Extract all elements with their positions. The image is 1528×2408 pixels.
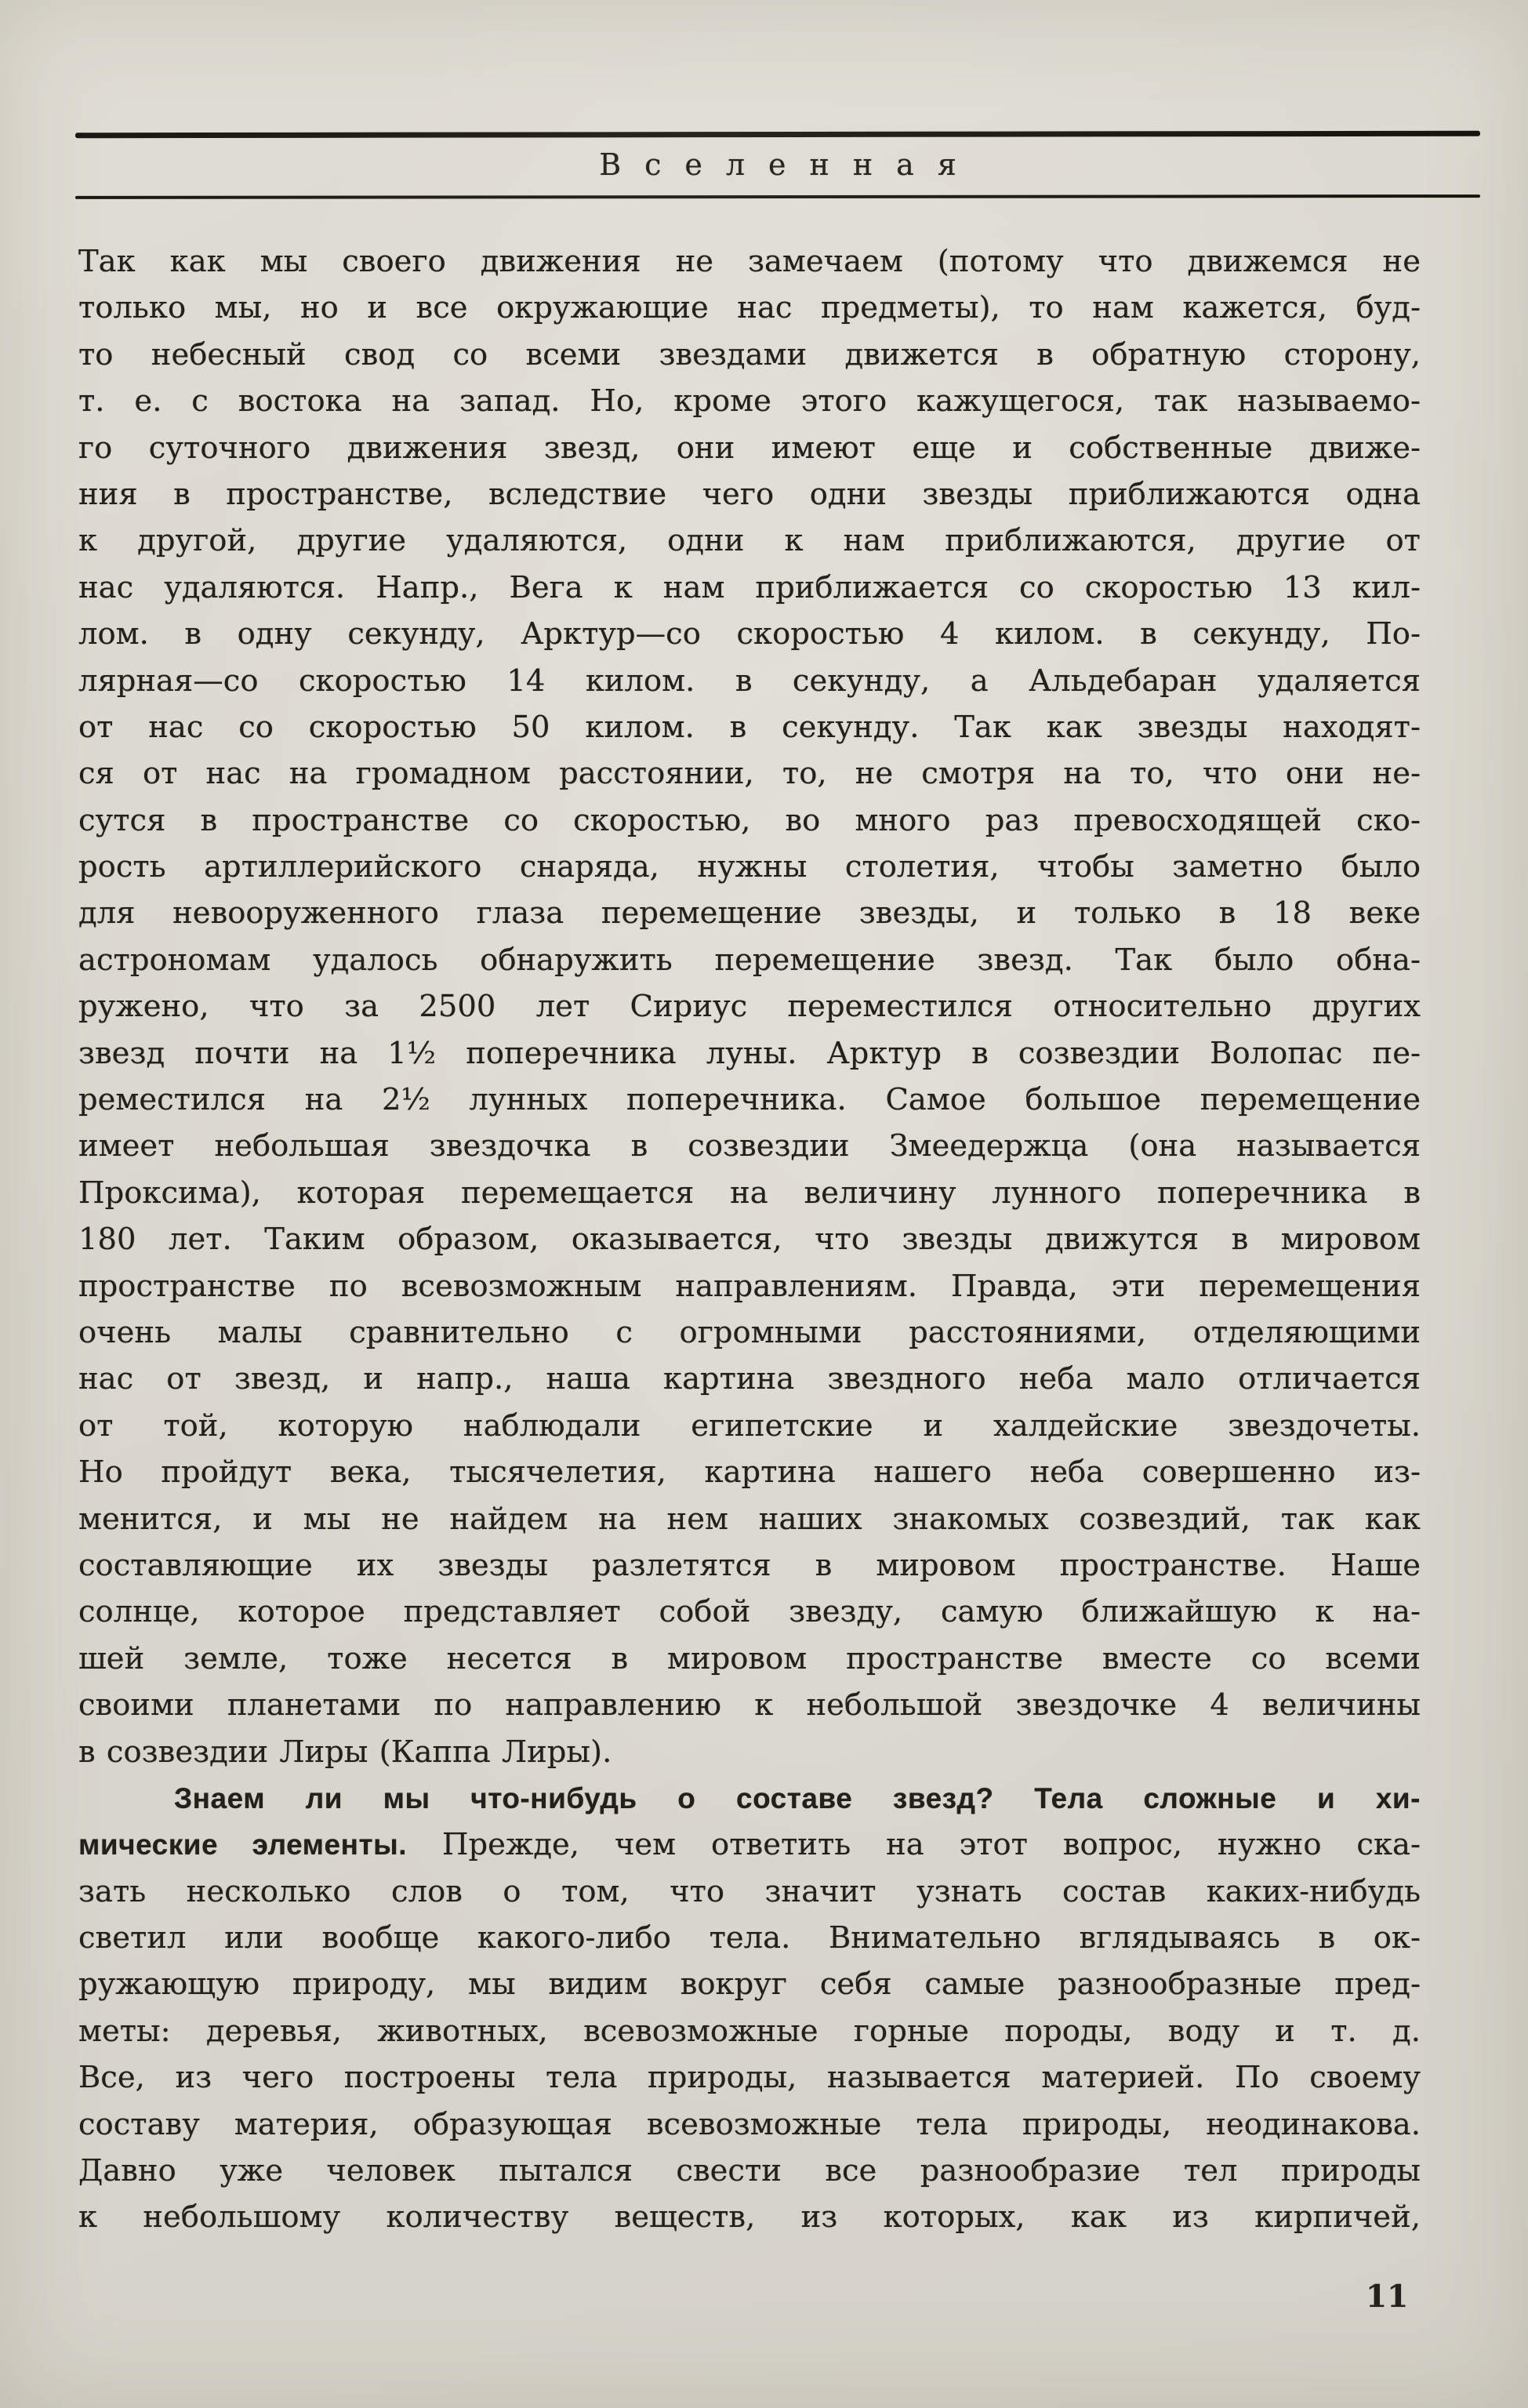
- text-run: Так как мы своего движения не замечаем (потому что движемся не: [78, 244, 1421, 279]
- text-line: [78, 1636, 1421, 1682]
- text-line: [78, 2148, 1421, 2194]
- text-line: [78, 937, 1421, 983]
- text-run: ся от нас на громадном расстоянии, то, не смотря на то, что они не-: [78, 756, 1421, 792]
- text-run: к другой, другие удаляются, одни к нам приближаются, другие от: [78, 523, 1421, 559]
- text-line: [78, 1449, 1421, 1495]
- text-line: [78, 704, 1421, 750]
- text-line: [78, 332, 1421, 378]
- text-run: ружено, что за 2500 лет Сириус переместился относительно других: [78, 989, 1421, 1025]
- text-run: менится, и мы не найдем на нем наших знакомых созвездий, так как: [78, 1501, 1421, 1537]
- text-line: [78, 1729, 1421, 1775]
- header-rule-top: [75, 131, 1480, 139]
- bold-text-run: мические элементы.: [78, 1829, 407, 1861]
- text-line: [78, 797, 1421, 844]
- text-line: [78, 1356, 1421, 1402]
- text-run: имеет небольшая звездочка в созвездии Змеедержца (она называется: [78, 1128, 1421, 1164]
- text-line: [78, 1915, 1421, 1961]
- text-line: [78, 2054, 1421, 2101]
- text-line: [78, 1403, 1421, 1449]
- text-run: Проксима), которая перемещается на величину лунного поперечника в: [78, 1175, 1421, 1211]
- text-line: [78, 1682, 1421, 1728]
- text-run: астрономам удалось обнаружить перемещение звезд. Так было обна-: [78, 942, 1421, 978]
- text-line: [78, 518, 1421, 564]
- text-line: [78, 1170, 1421, 1216]
- text-line: [78, 285, 1421, 331]
- text-run: лярная—со скоростью 14 килом. в секунду, а Альдебаран удаляется: [78, 663, 1421, 699]
- text-run: Но пройдут века, тысячелетия, картина нашего неба совершенно из-: [78, 1455, 1421, 1491]
- text-line: [78, 1589, 1421, 1635]
- text-run: для невооруженного глаза перемещение звезды, и только в 18 веке: [78, 895, 1421, 932]
- text-line: [78, 658, 1421, 704]
- text-line: [78, 1216, 1421, 1262]
- text-line: [78, 611, 1421, 657]
- text-run: рость артиллерийского снаряда, нужны столетия, чтобы заметно было: [78, 849, 1421, 885]
- text-run: составу материя, образующая всевозможные тела природы, неодинакова.: [78, 2106, 1421, 2142]
- text-run: очень малы сравнительно с огромными расстояниями, отделяющими: [78, 1314, 1421, 1350]
- text-line: [78, 2101, 1421, 2148]
- text-run: в созвездии Лиры (Каппа Лиры).: [78, 1734, 612, 1770]
- text-run: го суточного движения звезд, они имеют еще и собственные движе-: [78, 430, 1421, 466]
- body-text: [78, 238, 1421, 2241]
- text-run: реместился на 2½ лунных поперечника. Самое большое перемещение: [78, 1082, 1421, 1118]
- text-line: [78, 890, 1421, 936]
- text-run: солнце, которое представляет собой звезду, самую ближайшую к на-: [78, 1594, 1421, 1630]
- text-run: Давно уже человек пытался свести все разнообразие тел природы: [78, 2153, 1421, 2189]
- text-line: [78, 1775, 1421, 1821]
- text-line: [78, 425, 1421, 471]
- text-run: только мы, но и все окружающие нас предметы), то нам кажется, буд-: [78, 290, 1421, 326]
- text-line: [78, 2008, 1421, 2054]
- text-run: ния в пространстве, вследствие чего одни звезды приближаются одна: [78, 476, 1421, 512]
- text-line: [78, 844, 1421, 890]
- text-run: шей земле, тоже несется в мировом пространстве вместе со всеми: [78, 1640, 1421, 1676]
- text-line: [78, 1123, 1421, 1169]
- text-line: [78, 565, 1421, 611]
- text-run: меты: деревья, животных, всевозможные горные породы, воду и т. д.: [78, 2013, 1421, 2049]
- text-line: [78, 1030, 1421, 1077]
- text-run: пространстве по всевозможным направлениям. Правда, эти перемещения: [78, 1268, 1421, 1304]
- text-line: [78, 378, 1421, 424]
- text-run: сутся в пространстве со скоростью, во много раз превосходящей ско-: [78, 802, 1421, 838]
- text-run: от той, которую наблюдали египетские и халдейские звездочеты.: [78, 1407, 1421, 1444]
- text-line: [78, 1309, 1421, 1356]
- text-run: то небесный свод со всеми звездами движется в обратную сторону,: [78, 336, 1421, 372]
- text-run: к небольшому количеству веществ, из которых, как из кирпичей,: [78, 2199, 1421, 2235]
- text-run: Прежде, чем ответить на этот вопрос, нужно ска-: [406, 1827, 1421, 1863]
- page-header-title: Вселенная: [599, 147, 980, 182]
- text-run: от нас со скоростью 50 килом. в секунду. Так как звезды находят-: [78, 709, 1421, 745]
- text-run: 180 лет. Таким образом, оказывается, что звезды движутся в мировом: [78, 1222, 1421, 1258]
- text-line: [78, 1961, 1421, 2007]
- text-line: [78, 1077, 1421, 1123]
- text-line: [78, 1869, 1421, 1915]
- text-run: нас от звезд, и напр., наша картина звездного неба мало отличается: [78, 1361, 1421, 1397]
- text-run: своими планетами по направлению к небольшой звездочке 4 величины: [78, 1687, 1421, 1723]
- paper-specks: [0, 0, 2, 2]
- text-line: [78, 983, 1421, 1030]
- text-run: лом. в одну секунду, Арктур—со скоростью 4 килом. в секунду, По-: [78, 616, 1421, 652]
- text-line: [78, 2194, 1421, 2240]
- text-run: Все, из чего построены тела природы, называется материей. По своему: [78, 2060, 1421, 2096]
- text-run: звезд почти на 1½ поперечника луны. Арктур в созвездии Волопас пе-: [78, 1035, 1421, 1071]
- text-line: [78, 1821, 1421, 1868]
- text-run: зать несколько слов о том, что значит узнать состав каких-нибудь: [78, 1873, 1421, 1909]
- text-run: светил или вообще какого-либо тела. Внимательно вглядываясь в ок-: [78, 1920, 1421, 1956]
- text-line: [78, 1496, 1421, 1542]
- page-number: 11: [1366, 2279, 1409, 2315]
- text-line: [78, 471, 1421, 518]
- text-line: [78, 750, 1421, 797]
- header-rule-bottom: [75, 194, 1480, 199]
- bold-text-run: Знаем ли мы что-нибудь о составе звезд? Тела сложные и хи-: [174, 1781, 1421, 1814]
- text-line: [78, 1263, 1421, 1309]
- text-run: составляющие их звезды разлетятся в мировом пространстве. Наше: [78, 1547, 1421, 1583]
- text-line: [78, 238, 1421, 285]
- text-line: [78, 1542, 1421, 1589]
- text-run: ружающую природу, мы видим вокруг себя самые разнообразные пред-: [78, 1967, 1421, 2003]
- text-run: т. е. с востока на запад. Но, кроме этого кажущегося, так называемо-: [78, 383, 1421, 419]
- text-run: нас удаляются. Напр., Вега к нам приближается со скоростью 13 кил-: [78, 569, 1421, 605]
